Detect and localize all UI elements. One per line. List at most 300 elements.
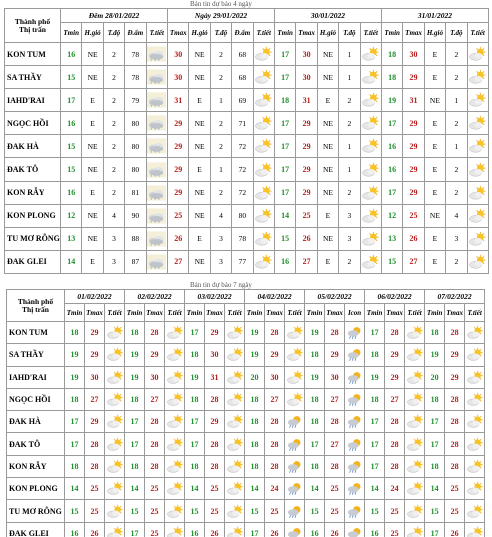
table-row xyxy=(5,112,489,135)
column-header: Tmin xyxy=(425,304,445,322)
city-name: ĐAK GLEI xyxy=(5,250,61,273)
tmax-value: 24 xyxy=(385,478,405,500)
sun-cloud-icon xyxy=(165,414,184,429)
wind-direction: NE xyxy=(317,181,338,204)
wind-speed: 2 xyxy=(446,43,467,66)
weather-cell xyxy=(105,500,125,522)
cloud-sun-rain-icon xyxy=(285,459,304,474)
column-header: Icon xyxy=(345,304,365,322)
tmin-value: 14 xyxy=(125,478,145,500)
tmax-value: 29 xyxy=(296,158,317,181)
tmax-value: 31 xyxy=(403,89,424,112)
sun-cloud-icon xyxy=(254,115,274,131)
wind-direction: E xyxy=(317,89,338,112)
tmin-value: 18 xyxy=(305,411,325,433)
tmax-value: 28 xyxy=(445,433,465,455)
humidity: 71 xyxy=(232,112,253,135)
tmax-value: 28 xyxy=(205,433,225,455)
tmin-value: 17 xyxy=(61,89,82,112)
column-header: T.độ xyxy=(339,23,360,43)
tmax-value: 25 xyxy=(145,522,165,537)
cloud-moon-icon xyxy=(147,162,167,178)
column-header: T.tiết xyxy=(146,23,167,43)
sun-cloud-icon xyxy=(361,92,381,108)
tmax-value: 25 xyxy=(205,478,225,500)
tmax-value: 25 xyxy=(445,478,465,500)
tmax-value: 29 xyxy=(168,181,189,204)
weather-cell xyxy=(225,500,245,522)
weather-cell xyxy=(146,250,167,273)
sun-cloud-icon xyxy=(254,92,274,108)
column-header: T.tiết xyxy=(253,23,274,43)
tmax-value: 27 xyxy=(145,388,165,410)
city-name: KON RẪY xyxy=(5,181,61,204)
wind-speed: 3 xyxy=(210,227,231,250)
tmax-value: 28 xyxy=(85,433,105,455)
sun-cloud-icon xyxy=(468,92,488,108)
corner-line: Thị trấn xyxy=(19,24,46,34)
sun-cloud-icon xyxy=(405,392,424,407)
sun-cloud-icon xyxy=(361,115,381,131)
weather-cell xyxy=(345,366,365,388)
tmin-value: 15 xyxy=(381,250,402,273)
weather-cell xyxy=(345,522,365,537)
wind-direction: NE xyxy=(189,250,210,273)
tmin-value: 17 xyxy=(274,135,295,158)
weather-cell xyxy=(465,322,485,344)
weather-cell xyxy=(360,158,381,181)
cloud-moon-icon xyxy=(147,208,167,224)
corner-line: Thành phố xyxy=(14,16,51,26)
sun-cloud-icon xyxy=(254,138,274,154)
wind-direction: NE xyxy=(82,43,103,66)
sun-cloud-icon xyxy=(254,254,274,270)
weather-cell xyxy=(467,66,488,89)
weather-cell xyxy=(253,66,274,89)
city-name: KON PLONG xyxy=(7,478,65,500)
sun-cloud-icon xyxy=(468,208,488,224)
sun-cloud-icon xyxy=(405,370,424,385)
weather-cell xyxy=(253,43,274,66)
humidity: 90 xyxy=(125,204,146,227)
weather-cell xyxy=(225,366,245,388)
tmin-value: 16 xyxy=(305,522,325,537)
tmin-value: 18 xyxy=(125,322,145,344)
tmax-value: 26 xyxy=(85,522,105,537)
sun-cloud-icon xyxy=(165,526,184,537)
wind-direction: NE xyxy=(82,204,103,227)
sun-cloud-icon xyxy=(254,69,274,85)
sun-cloud-icon xyxy=(465,325,484,340)
tmax-value: 28 xyxy=(265,322,285,344)
sun-cloud-icon xyxy=(285,392,304,407)
tmin-value: 18 xyxy=(65,388,85,410)
tmax-value: 28 xyxy=(145,411,165,433)
wind-speed: 2 xyxy=(446,250,467,273)
column-header: T.độ xyxy=(210,23,231,43)
cloud-sun-rain-icon xyxy=(285,481,304,496)
weather-cell xyxy=(165,522,185,537)
tmin-value: 19 xyxy=(305,366,325,388)
tmin-value: 15 xyxy=(61,158,82,181)
tmin-value: 15 xyxy=(125,500,145,522)
tmax-value: 28 xyxy=(205,388,225,410)
tmax-value: 29 xyxy=(296,181,317,204)
wind-direction: NE xyxy=(82,158,103,181)
cloud-moon-icon xyxy=(147,185,167,201)
tmax-value: 29 xyxy=(145,344,165,366)
table-row xyxy=(7,388,485,410)
column-header: Tmax xyxy=(85,304,105,322)
weather-cell xyxy=(405,344,425,366)
weather-cell xyxy=(105,344,125,366)
tmax-value: 29 xyxy=(403,181,424,204)
weather-cell xyxy=(105,433,125,455)
column-header: T.tiết xyxy=(285,304,305,322)
wind-direction: NE xyxy=(189,204,210,227)
column-header: T.tiết xyxy=(467,23,488,43)
column-header: Tmax xyxy=(325,304,345,322)
tmax-value: 25 xyxy=(168,204,189,227)
tmax-value: 28 xyxy=(385,455,405,477)
tmax-value: 29 xyxy=(168,112,189,135)
sun-cloud-icon xyxy=(405,481,424,496)
tmin-value: 16 xyxy=(61,181,82,204)
weather-cell xyxy=(146,158,167,181)
tmax-value: 30 xyxy=(296,43,317,66)
table-row xyxy=(7,433,485,455)
column-header: T.độ xyxy=(103,23,124,43)
tmin-value: 18 xyxy=(274,89,295,112)
wind-speed: 1 xyxy=(446,89,467,112)
wind-speed: 3 xyxy=(103,250,124,273)
tmax-value: 25 xyxy=(385,500,405,522)
cloud-moon-icon xyxy=(147,115,167,131)
column-header: Đ.ẩm xyxy=(125,23,146,43)
weather-cell xyxy=(225,411,245,433)
tmax-value: 30 xyxy=(325,366,345,388)
sun-cloud-icon xyxy=(105,459,124,474)
corner-line: Thành phố xyxy=(17,296,54,306)
sun-cloud-icon xyxy=(105,504,124,519)
column-header: Tmax xyxy=(445,304,465,322)
weather-cell xyxy=(285,433,305,455)
sun-cloud-icon xyxy=(468,69,488,85)
table-row xyxy=(7,455,485,477)
wind-direction: E xyxy=(424,250,445,273)
tmax-value: 28 xyxy=(385,433,405,455)
tmin-value: 14 xyxy=(365,478,385,500)
tmax-value: 25 xyxy=(445,500,465,522)
city-name: TU MƠ RÔNG xyxy=(5,227,61,250)
cloud-sun-rain-icon xyxy=(345,325,364,340)
weather-cell xyxy=(405,388,425,410)
tmax-value: 29 xyxy=(85,322,105,344)
day-header: 31/01/2022 xyxy=(381,9,488,23)
tmax-value: 25 xyxy=(205,500,225,522)
tmin-value: 17 xyxy=(274,112,295,135)
sun-cloud-icon xyxy=(405,504,424,519)
table-row xyxy=(7,522,485,537)
tmin-value: 17 xyxy=(274,43,295,66)
tmin-value: 14 xyxy=(305,478,325,500)
tmin-value: 17 xyxy=(185,433,205,455)
tmin-value: 15 xyxy=(61,66,82,89)
tmin-value: 17 xyxy=(125,411,145,433)
tmax-value: 31 xyxy=(296,89,317,112)
sun-cloud-icon xyxy=(468,254,488,270)
weather-cell xyxy=(467,135,488,158)
weather-cell xyxy=(146,135,167,158)
wind-speed: 1 xyxy=(339,135,360,158)
column-header: Tmax xyxy=(403,23,424,43)
weather-cell xyxy=(225,388,245,410)
column-header: T.độ xyxy=(446,23,467,43)
weather-cell xyxy=(285,388,305,410)
day-header: 04/02/2022 xyxy=(245,290,305,304)
weather-cell xyxy=(467,204,488,227)
weather-cell xyxy=(165,388,185,410)
weather-cell xyxy=(285,455,305,477)
weather-cell xyxy=(405,455,425,477)
tmin-value: 18 xyxy=(365,388,385,410)
tmax-value: 25 xyxy=(85,500,105,522)
weather-cell xyxy=(405,411,425,433)
weather-cell xyxy=(146,204,167,227)
tmax-value: 30 xyxy=(403,43,424,66)
tmin-value: 17 xyxy=(365,433,385,455)
day-header: 05/02/2022 xyxy=(305,290,365,304)
sun-cloud-icon xyxy=(225,504,244,519)
city-name: ĐAK TÔ xyxy=(7,433,65,455)
weather-cell xyxy=(465,366,485,388)
weather-cell xyxy=(360,227,381,250)
weather-cell xyxy=(105,478,125,500)
table-row xyxy=(5,204,489,227)
column-header: T.tiết xyxy=(225,304,245,322)
day-header: 01/02/2022 xyxy=(65,290,125,304)
weather-cell xyxy=(465,344,485,366)
corner-line: Thị trấn xyxy=(22,304,49,314)
weather-cell xyxy=(345,411,365,433)
tmax-value: 31 xyxy=(205,366,225,388)
column-header: Tmin xyxy=(274,23,295,43)
wind-speed: 2 xyxy=(210,43,231,66)
wind-speed: 4 xyxy=(210,204,231,227)
city-name: ĐAK HÀ xyxy=(7,411,65,433)
tmax-value: 25 xyxy=(265,500,285,522)
cloud-sun-rain-icon xyxy=(285,437,304,452)
tmax-value: 28 xyxy=(145,455,165,477)
column-header: Đ.ẩm xyxy=(232,23,253,43)
wind-speed: 2 xyxy=(210,112,231,135)
cloud-sun-rain-icon xyxy=(345,370,364,385)
tmax-value: 30 xyxy=(265,366,285,388)
sun-cloud-icon xyxy=(225,414,244,429)
corner-header xyxy=(5,9,61,43)
weather-cell xyxy=(225,478,245,500)
humidity: 78 xyxy=(125,43,146,66)
wind-direction: NE xyxy=(317,158,338,181)
tmax-value: 29 xyxy=(296,135,317,158)
sun-cloud-icon xyxy=(254,231,274,247)
wind-direction: NE xyxy=(317,135,338,158)
tmin-value: 16 xyxy=(381,158,402,181)
tmax-value: 30 xyxy=(168,43,189,66)
tmax-value: 28 xyxy=(265,411,285,433)
column-header: Tmin xyxy=(245,304,265,322)
wind-direction: E xyxy=(424,135,445,158)
cloud-sun-rain-icon xyxy=(285,414,304,429)
tmax-value: 28 xyxy=(205,455,225,477)
sun-cloud-icon xyxy=(468,46,488,62)
sun-cloud-icon xyxy=(405,526,424,537)
tmin-value: 17 xyxy=(381,112,402,135)
tmax-value: 28 xyxy=(445,455,465,477)
sun-cloud-icon xyxy=(465,459,484,474)
wind-direction: E xyxy=(189,158,210,181)
sun-cloud-icon xyxy=(405,325,424,340)
wind-direction: E xyxy=(317,204,338,227)
sun-cloud-icon xyxy=(468,162,488,178)
sun-cloud-icon xyxy=(285,325,304,340)
weather-cell xyxy=(165,500,185,522)
tmin-value: 17 xyxy=(274,66,295,89)
tmin-value: 18 xyxy=(245,455,265,477)
day-header: 07/02/2022 xyxy=(425,290,485,304)
wind-direction: E xyxy=(424,227,445,250)
tmax-value: 27 xyxy=(168,250,189,273)
tmax-value: 28 xyxy=(385,411,405,433)
weather-cell xyxy=(146,89,167,112)
table-row xyxy=(7,366,485,388)
tmax-value: 28 xyxy=(445,322,465,344)
column-header: Tmax xyxy=(168,23,189,43)
table-row xyxy=(5,89,489,112)
cloud-sun-rain-icon xyxy=(285,526,304,537)
tmin-value: 18 xyxy=(305,455,325,477)
cloud-moon-icon xyxy=(147,69,167,85)
corner-header xyxy=(7,290,65,322)
tmin-value: 17 xyxy=(381,181,402,204)
humidity: 72 xyxy=(232,181,253,204)
cloud-sun-rain-icon xyxy=(345,481,364,496)
sun-cloud-icon xyxy=(165,459,184,474)
sun-cloud-icon xyxy=(361,138,381,154)
weather-cell xyxy=(253,181,274,204)
tmin-value: 19 xyxy=(305,322,325,344)
column-header: H.gió xyxy=(189,23,210,43)
weather-cell xyxy=(345,322,365,344)
tmin-value: 14 xyxy=(65,478,85,500)
city-name: IAHD'RAI xyxy=(7,366,65,388)
city-name: ĐAK TÔ xyxy=(5,158,61,181)
sun-cloud-icon xyxy=(254,208,274,224)
tmax-value: 29 xyxy=(403,158,424,181)
weather-cell xyxy=(225,433,245,455)
tmax-value: 25 xyxy=(145,478,165,500)
sun-cloud-icon xyxy=(165,481,184,496)
cloud-moon-icon xyxy=(147,92,167,108)
tmin-value: 18 xyxy=(185,344,205,366)
wind-speed: 4 xyxy=(103,204,124,227)
sun-cloud-icon xyxy=(225,325,244,340)
top-caption: Bản tin dự báo 4 ngày xyxy=(190,0,252,8)
day-header: Đêm 28/01/2022 xyxy=(61,9,168,23)
wind-speed: 1 xyxy=(339,43,360,66)
weather-cell xyxy=(345,500,365,522)
tmax-value: 29 xyxy=(85,344,105,366)
cloud-sun-rain-icon xyxy=(345,414,364,429)
tmin-value: 18 xyxy=(381,66,402,89)
cloud-sun-rain-icon xyxy=(285,504,304,519)
tmax-value: 26 xyxy=(325,522,345,537)
tmax-value: 25 xyxy=(145,500,165,522)
city-name: KON RẪY xyxy=(7,455,65,477)
sun-cloud-icon xyxy=(361,208,381,224)
sun-cloud-icon xyxy=(405,414,424,429)
column-header: T.tiết xyxy=(360,23,381,43)
wind-direction: E xyxy=(424,66,445,89)
tmax-value: 31 xyxy=(168,89,189,112)
weather-cell xyxy=(405,433,425,455)
weather-cell xyxy=(285,522,305,537)
weather-cell xyxy=(253,250,274,273)
table-row xyxy=(5,227,489,250)
humidity: 80 xyxy=(232,204,253,227)
table-row xyxy=(7,322,485,344)
humidity: 68 xyxy=(232,66,253,89)
column-header: Tmin xyxy=(65,304,85,322)
weather-cell xyxy=(360,112,381,135)
tmax-value: 29 xyxy=(205,322,225,344)
weather-cell xyxy=(405,500,425,522)
tmin-value: 16 xyxy=(274,250,295,273)
wind-speed: 2 xyxy=(339,89,360,112)
tmax-value: 26 xyxy=(205,522,225,537)
weather-cell xyxy=(285,411,305,433)
sun-cloud-icon xyxy=(225,481,244,496)
weather-cell xyxy=(405,366,425,388)
wind-direction: NE xyxy=(189,135,210,158)
city-name: SA THẦY xyxy=(5,66,61,89)
tmin-value: 12 xyxy=(61,204,82,227)
wind-speed: 3 xyxy=(210,250,231,273)
tmin-value: 17 xyxy=(274,181,295,204)
wind-speed: 2 xyxy=(103,135,124,158)
weather-cell xyxy=(105,388,125,410)
sun-cloud-icon xyxy=(465,481,484,496)
day-header: 02/02/2022 xyxy=(125,290,185,304)
tmin-value: 18 xyxy=(245,433,265,455)
column-header: Tmin xyxy=(381,23,402,43)
tmin-value: 15 xyxy=(65,500,85,522)
column-header: Tmin xyxy=(125,304,145,322)
sun-cloud-icon xyxy=(165,437,184,452)
wind-speed: 2 xyxy=(446,112,467,135)
weather-cell xyxy=(165,455,185,477)
table-row xyxy=(5,66,489,89)
weather-cell xyxy=(405,478,425,500)
weather-cell xyxy=(465,478,485,500)
city-name: IAHD'RAI xyxy=(5,89,61,112)
city-name: SA THẦY xyxy=(7,344,65,366)
weather-cell xyxy=(467,181,488,204)
cloud-sun-rain-icon xyxy=(345,437,364,452)
wind-direction: NE xyxy=(189,43,210,66)
city-name: NGỌC HỒI xyxy=(5,112,61,135)
weather-cell xyxy=(105,366,125,388)
